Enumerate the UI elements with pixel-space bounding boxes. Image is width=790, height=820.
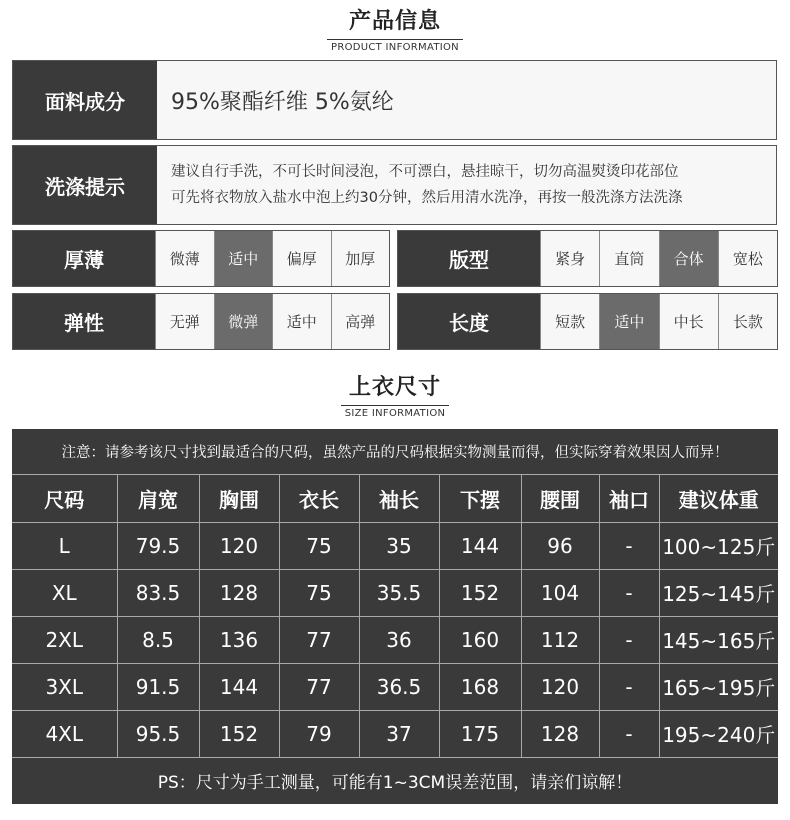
washing-line-1: 建议自行手洗，不可长时间浸泡，不可漂白，悬挂晾干，切勿高温熨烫印花部位 [171,164,679,180]
table-header-cell: 下摆 [439,475,521,522]
size-table [12,429,778,804]
table-cell: 120 [199,522,279,569]
table-row [12,569,778,616]
fabric-label: 面料成分 [13,61,157,139]
attr-option: 长款 [718,294,777,349]
table-cell: - [599,616,659,663]
table-cell: 36.5 [359,663,439,710]
attr-label-fit: 版型 [398,231,540,286]
attr-group-thickness [12,230,390,287]
table-header-cell: 袖长 [359,475,439,522]
table-cell: 136 [199,616,279,663]
table-cell: 95.5 [117,710,199,757]
attr-option: 紧身 [540,231,599,286]
table-row [12,616,778,663]
attr-label-length: 长度 [398,294,540,349]
table-cell: 75 [279,522,359,569]
table-cell: 144 [439,522,521,569]
table-cell: 91.5 [117,663,199,710]
table-cell: 3XL [12,663,117,710]
attr-label-thickness: 厚薄 [13,231,155,286]
table-cell: 168 [439,663,521,710]
table-cell: 37 [359,710,439,757]
table-cell: 152 [439,569,521,616]
size-info-subtitle: SIZE INFORMATION [341,405,450,419]
attr-option-selected: 适中 [214,231,273,286]
table-cell: 100~125斤 [659,522,778,569]
washing-label: 洗涤提示 [13,146,157,224]
table-row [12,522,778,569]
table-row [12,663,778,710]
product-info-heading [0,4,790,54]
table-header-cell: 衣长 [279,475,359,522]
table-cell: - [599,569,659,616]
table-cell: 104 [521,569,599,616]
fabric-row [12,60,777,140]
attr-option: 偏厚 [272,231,331,286]
table-cell: 152 [199,710,279,757]
attr-option: 宽松 [718,231,777,286]
table-cell: 96 [521,522,599,569]
table-header-cell: 建议体重 [659,475,778,522]
table-cell: 120 [521,663,599,710]
table-cell: 195~240斤 [659,710,778,757]
attr-group-fit [397,230,778,287]
attr-label-elasticity: 弹性 [13,294,155,349]
size-grid [12,475,778,758]
table-cell: 77 [279,663,359,710]
table-cell: 4XL [12,710,117,757]
table-cell: 128 [521,710,599,757]
table-header-cell: 胸围 [199,475,279,522]
table-cell: 35.5 [359,569,439,616]
product-info-title: 产品信息 [348,9,441,34]
table-header-cell: 尺码 [12,475,117,522]
table-cell: 83.5 [117,569,199,616]
table-cell: 165~195斤 [659,663,778,710]
washing-line-2: 可先将衣物放入盐水中泡上约30分钟，然后用清水洗净，再按一般洗涤方法洗涤 [171,190,683,206]
table-cell: XL [12,569,117,616]
table-cell: 128 [199,569,279,616]
attr-option: 无弹 [155,294,214,349]
size-ps-note: PS：尺寸为手工测量，可能有1~3CM误差范围，请亲们谅解！ [157,773,633,793]
table-cell: 125~145斤 [659,569,778,616]
table-cell: 79.5 [117,522,199,569]
product-info-subtitle: PRODUCT INFORMATION [327,39,463,53]
table-header-cell: 肩宽 [117,475,199,522]
attr-option: 微薄 [155,231,214,286]
washing-row [12,145,777,225]
table-cell: 160 [439,616,521,663]
attr-option-selected: 微弹 [214,294,273,349]
table-header-cell: 袖口 [599,475,659,522]
table-cell: - [599,522,659,569]
table-cell: 75 [279,569,359,616]
table-cell: - [599,663,659,710]
attr-group-elasticity [12,293,390,350]
attr-option: 高弹 [331,294,390,349]
fabric-value: 95%聚酯纤维 5%氨纶 [171,89,394,115]
attr-option: 适中 [272,294,331,349]
table-cell: - [599,710,659,757]
attr-option: 中长 [659,294,718,349]
table-header-row [12,475,778,522]
table-cell: 8.5 [117,616,199,663]
size-notice: 注意：请参考该尺寸找到最适合的尺码，虽然产品的尺码根据实物测量而得，但实际穿着效果因人而异！ [12,429,778,475]
table-header-cell: 腰围 [521,475,599,522]
attr-option: 加厚 [331,231,390,286]
attr-option-selected: 适中 [599,294,658,349]
table-cell: 112 [521,616,599,663]
attr-option: 直筒 [599,231,658,286]
table-cell: L [12,522,117,569]
attr-group-length [397,293,778,350]
table-cell: 35 [359,522,439,569]
table-cell: 144 [199,663,279,710]
table-cell: 2XL [12,616,117,663]
washing-value [157,146,776,224]
attr-option-selected: 合体 [659,231,718,286]
size-info-title: 上衣尺寸 [348,375,441,400]
table-cell: 77 [279,616,359,663]
attr-option: 短款 [540,294,599,349]
table-cell: 175 [439,710,521,757]
table-cell: 145~165斤 [659,616,778,663]
table-row [12,710,778,757]
table-cell: 79 [279,710,359,757]
size-info-heading [0,370,790,420]
table-cell: 36 [359,616,439,663]
